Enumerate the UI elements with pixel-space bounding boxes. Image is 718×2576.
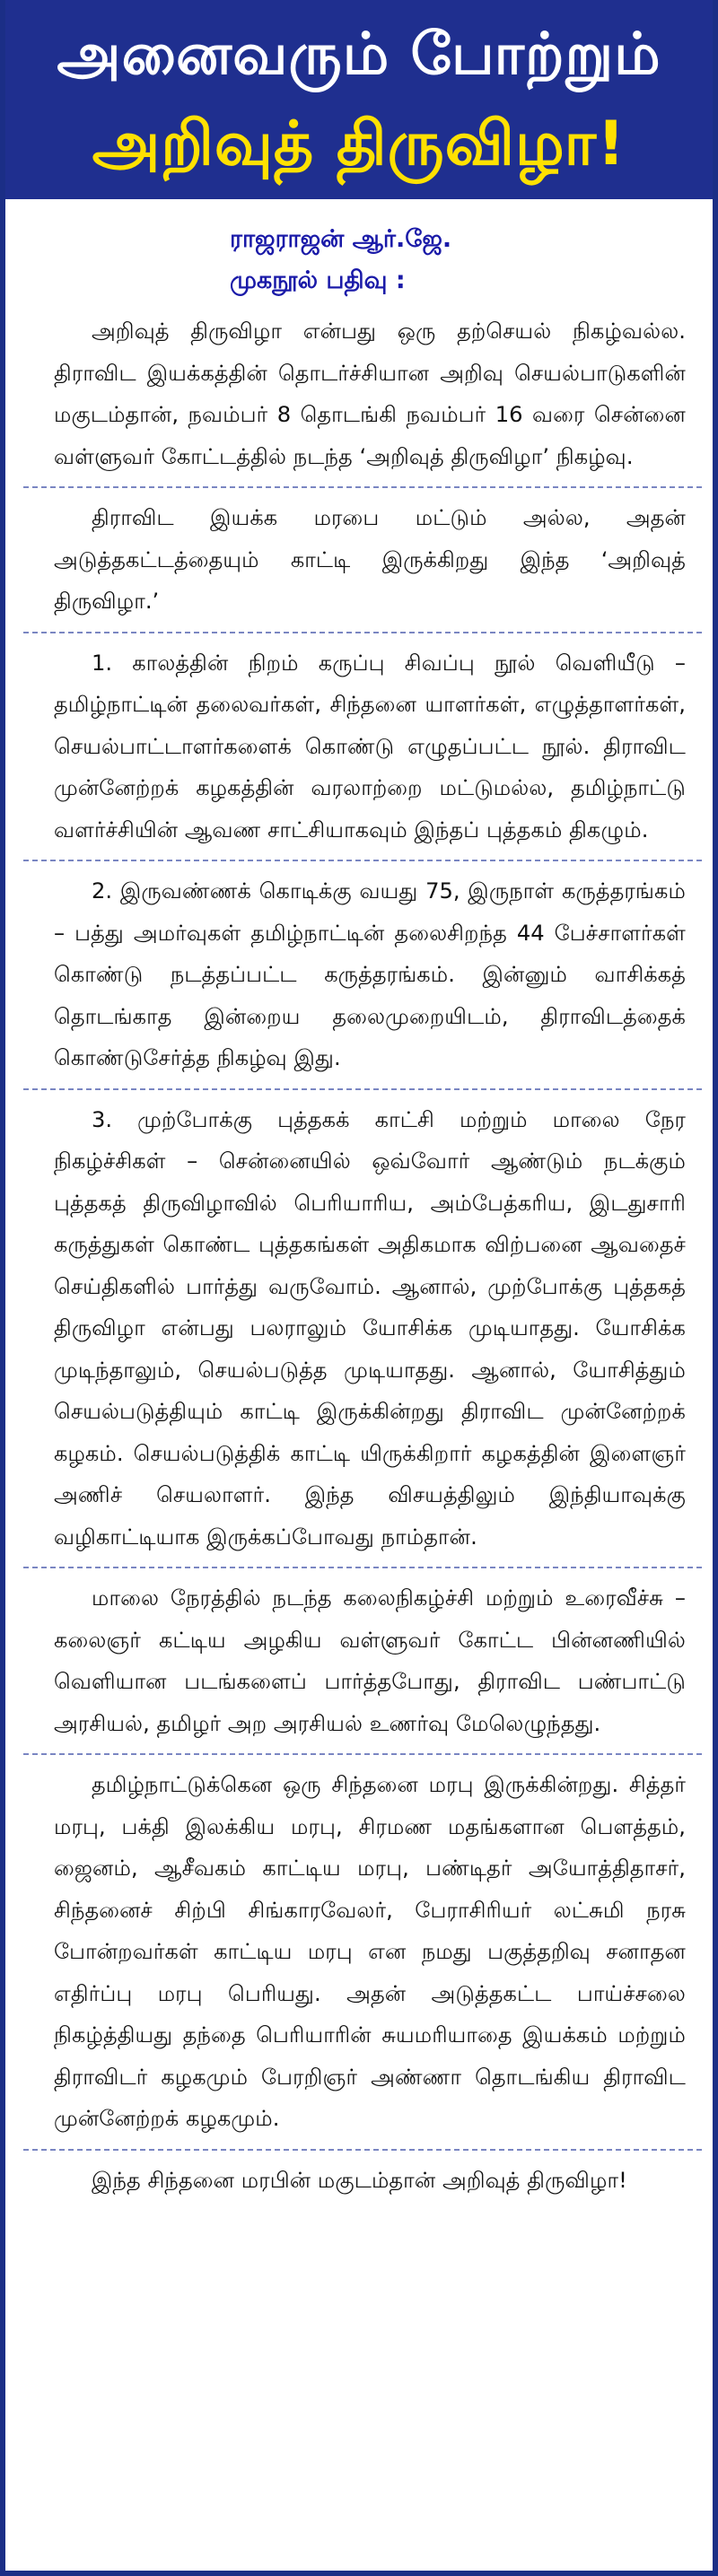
paragraph-point-1: 1. காலத்தின் நிறம் கருப்பு சிவப்பு நூல் வெளியீடு – தமிழ்நாட்டின் தலைவர்கள், சிந்தனை யாளர்கள், எழுத்தாளர்கள், செயல்பாட்டாளர்களைக் கொண்டு எழுதப்பட்ட நூல். திராவிட முன்னேற்றக் கழகத்தின் வரலாற்றை மட்டுமல்ல, தமிழ்நாட்டு வளர்ச்சியின் ஆவண சாட்சியாகவும் இந்தப் புத்தகம் திகழும். <box>54 650 686 843</box>
headline-banner <box>5 0 713 199</box>
paragraph-tradition: தமிழ்நாட்டுக்கென ஒரு சிந்தனை மரபு இருக்கின்றது. சித்தர் மரபு, பக்தி இலக்கிய மரபு, சிரமண மதங்களான பௌத்தம், ஜைனம், ஆசீவகம் காட்டிய மரபு, பண்டிதர் அயோத்திதாசர், சிந்தனைச் சிற்பி சிங்காரவேலர், பேராசிரியர் லட்சுமி நரசு போன்றவர்கள் காட்டிய மரபு என நமது பகுத்தறிவு சனாதன எதிர்ப்பு மரபு பெரியது. அதன் அடுத்தகட்ட பாய்ச்சலை நிகழ்த்தியது தந்தை பெரியாரின் சுயமரியாதை இயக்கம் மற்றும் திராவிடர் கழகமும் பேரறிஞர் அண்ணா தொடங்கிய திராவிட முன்னேற்றக் கழகமும். <box>54 1772 686 2131</box>
paragraph-conclusion: இந்த சிந்தனை மரபின் மகுடம்தான் அறிவுத் திருவிழா! <box>92 2167 627 2193</box>
divider <box>23 632 702 633</box>
paragraph-point-2: 2. இருவண்ணக் கொடிக்கு வயது 75, இருநாள் கருத்தரங்கம் – பத்து அமர்வுகள் தமிழ்நாட்டின் தலைசிறந்த 44 பேச்சாளர்கள் கொண்டு நடத்தப்பட்ட கருத்தரங்கம். இன்னும் வாசிக்கத் தொடங்காத இன்றைய தலைமுறையிடம், திராவிடத்தைக் கொண்டுசேர்த்த நிகழ்வு இது. <box>54 878 686 1070</box>
divider <box>23 1567 702 1568</box>
divider <box>23 2149 702 2151</box>
author-name: ராஜராஜன் ஆர்.ஜே. <box>230 225 452 253</box>
byline <box>230 219 713 301</box>
article-body <box>5 301 713 2201</box>
divider <box>23 860 702 861</box>
headline-line-2: அறிவுத் திருவிழா! <box>92 109 626 179</box>
paragraph-heritage: திராவிட இயக்க மரபை மட்டும் அல்ல, அதன் அடுத்தகட்டத்தையும் காட்டி இருக்கிறது இந்த ‘அறிவுத் திருவிழா.’ <box>54 505 686 614</box>
source-label: முகநூல் பதிவு : <box>230 266 406 294</box>
paragraph-evening-events: மாலை நேரத்தில் நடந்த கலைநிகழ்ச்சி மற்றும் உரைவீச்சு – கலைஞர் கட்டிய அழகிய வள்ளுவர் கோட்ட பின்னணியில் வெளியான படங்களைப் பார்த்தபோது, திராவிட பண்பாட்டு அரசியல், தமிழர் அற அரசியல் உணர்வு மேலெழுந்தது. <box>54 1585 686 1736</box>
divider <box>23 1753 702 1755</box>
divider <box>23 1088 702 1090</box>
divider <box>23 486 702 488</box>
paragraph-point-3: 3. முற்போக்கு புத்தகக் காட்சி மற்றும் மாலை நேர நிகழ்ச்சிகள் – சென்னையில் ஒவ்வோர் ஆண்டும் நடக்கும் புத்தகத் திருவிழாவில் பெரியாரிய, அம்பேத்கரிய, இடதுசாரி கருத்துகள் கொண்ட புத்தகங்கள் அதிகமாக விற்பனை ஆவதைச் செய்திகளில் பார்த்து வருவோம். ஆனால், முற்போக்கு புத்தகத் திருவிழா என்பது பலராலும் யோசிக்க முடியாதது. யோசிக்க முடிந்தாலும், செயல்படுத்த முடியாதது. ஆனால், யோசித்தும் செயல்படுத்தியும் காட்டி இருக்கின்றது திராவிட முன்னேற்றக் கழகம். செயல்படுத்திக் காட்டி யிருக்கிறார் கழகத்தின் இளைஞர் அணிச் செயலாளர். இந்த விசயத்திலும் இந்தியாவுக்கு வழிகாட்டியாக இருக்கப்போவது நாம்தான். <box>54 1106 686 1550</box>
paragraph-intro: அறிவுத் திருவிழா என்பது ஒரு தற்செயல் நிகழ்வல்ல. திராவிட இயக்கத்தின் தொடர்ச்சியான அறிவு செயல்பாடுகளின் மகுடம்தான், நவம்பர் 8 தொடங்கி நவம்பர் 16 வரை சென்னை வள்ளுவர் கோட்டத்தில் நடந்த ‘அறிவுத் திருவிழா’ நிகழ்வு. <box>54 319 686 469</box>
headline-line-1: அனைவரும் போற்றும் <box>57 22 661 88</box>
